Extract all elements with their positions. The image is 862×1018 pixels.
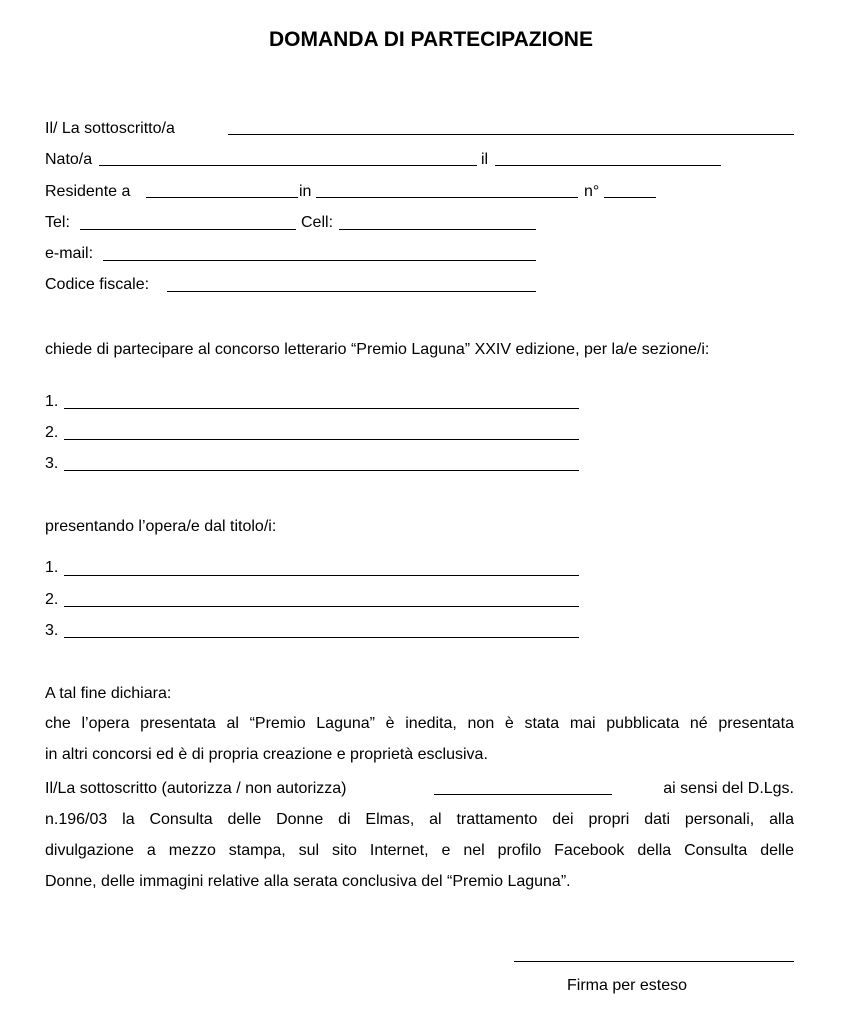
in-field[interactable] <box>316 197 578 198</box>
opera-field-3[interactable] <box>64 637 579 638</box>
numero-label: n° <box>584 183 600 200</box>
numero-field[interactable] <box>604 197 656 198</box>
autorizza-field[interactable] <box>434 794 612 795</box>
email-field[interactable] <box>103 260 536 261</box>
dichiara-line: che l’opera presentata al “Premio Laguna” è inedita, non è stata mai pubblicata né presentata <box>45 715 794 732</box>
presentando-text: presentando l’opera/e dal titolo/i: <box>45 518 277 535</box>
firma-field[interactable] <box>514 961 794 962</box>
cell-label: Cell: <box>301 214 334 231</box>
codice-fiscale-label: Codice fiscale: <box>45 276 150 293</box>
dichiara-line: in altri concorsi ed è di propria creazione e proprietà esclusiva. <box>45 746 488 763</box>
sottoscritto-field[interactable] <box>228 134 794 135</box>
nato-field[interactable] <box>99 165 477 166</box>
sezione-number: 2. <box>45 424 59 441</box>
autorizza-line: Donne, delle immagini relative alla serata conclusiva del “Premio Laguna”. <box>45 873 571 890</box>
dichiara-heading: A tal fine dichiara: <box>45 685 172 702</box>
autorizza-line: n.196/03 la Consulta delle Donne di Elmas, al trattamento dei propri dati personali, alla <box>45 811 794 828</box>
opera-field-1[interactable] <box>64 575 579 576</box>
nato-label: Nato/a <box>45 151 93 168</box>
tel-label: Tel: <box>45 214 70 231</box>
sezione-field-1[interactable] <box>64 408 579 409</box>
residente-field[interactable] <box>146 197 298 198</box>
codice-fiscale-field[interactable] <box>167 291 536 292</box>
sezione-field-2[interactable] <box>64 439 579 440</box>
il-label: il <box>481 151 489 168</box>
sezione-number: 3. <box>45 455 59 472</box>
residente-label: Residente a <box>45 183 131 200</box>
tel-field[interactable] <box>80 229 296 230</box>
opera-field-2[interactable] <box>64 606 579 607</box>
page-title: DOMANDA DI PARTECIPAZIONE <box>269 28 593 51</box>
cell-field[interactable] <box>339 229 536 230</box>
chiede-text: chiede di partecipare al concorso letterario “Premio Laguna” XXIV edizione, per la/e sezione/i: <box>45 341 710 358</box>
firma-label: Firma per esteso <box>567 977 688 994</box>
birth-date-field[interactable] <box>495 165 721 166</box>
autorizza-suffix: ai sensi del D.Lgs. <box>663 780 794 797</box>
opera-number: 2. <box>45 591 59 608</box>
in-label: in <box>299 183 312 200</box>
opera-number: 1. <box>45 559 59 576</box>
autorizza-prefix: Il/La sottoscritto (autorizza / non autorizza) <box>45 780 347 797</box>
sezione-number: 1. <box>45 393 59 410</box>
email-label: e-mail: <box>45 245 94 262</box>
sezione-field-3[interactable] <box>64 470 579 471</box>
autorizza-line: divulgazione a mezzo stampa, sul sito Internet, e nel profilo Facebook della Consulta delle <box>45 842 794 859</box>
opera-number: 3. <box>45 622 59 639</box>
sottoscritto-label: Il/ La sottoscritto/a <box>45 120 175 137</box>
